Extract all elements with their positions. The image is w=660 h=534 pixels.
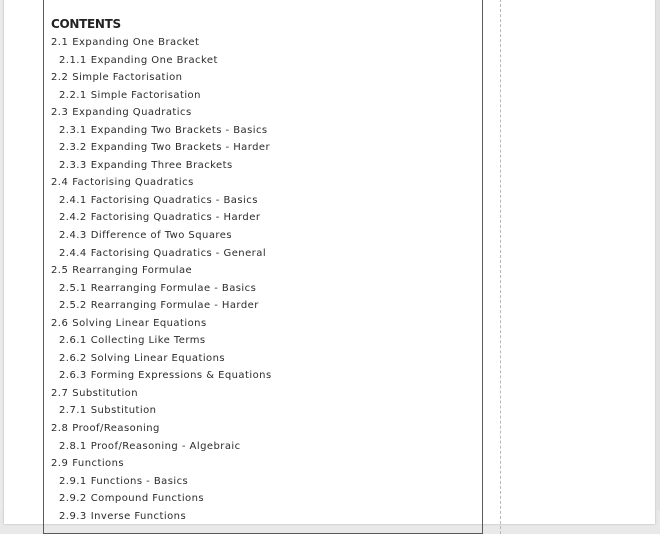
toc-section-link[interactable] [51,315,272,333]
toc-item-number: 2.5.1 [59,282,87,294]
toc-item-number: 2.7 [51,387,69,399]
toc-item-label: Functions - Basics [90,475,189,487]
toc-subsection-link[interactable] [51,139,272,157]
toc-section-link[interactable] [51,385,272,403]
toc-item-number: 2.6 [51,317,69,329]
toc-section-link[interactable] [51,174,272,192]
toc-item-number: 2.3 [51,107,69,119]
toc-item-number: 2.4.3 [59,230,87,242]
toc-subsection-link[interactable] [51,402,272,420]
toc-item-label: Expanding One Bracket [72,37,200,48]
toc-item-number: 2.9 [51,458,69,470]
toc-subsection-link[interactable] [51,490,272,508]
toc-item-number: 2.6.1 [59,335,87,347]
toc-item-number: 2.9.1 [59,475,87,487]
toc-section-link[interactable] [51,420,272,438]
toc-subsection-link[interactable] [51,350,272,368]
toc-item-label: Inverse Functions [90,510,187,522]
toc-subsection-link[interactable] [51,473,272,491]
toc-item-number: 2.4.1 [59,194,87,206]
toc-subsection-link[interactable] [51,209,272,227]
scrollbar[interactable] [656,0,660,510]
toc-item-number: 2.8 [51,423,69,435]
toc-item-number: 2.2.1 [59,89,87,101]
toc-item-label: Rearranging Formulae - Basics [90,282,257,294]
toc-item-number: 2.5 [51,265,69,277]
toc-item-label: Proof/Reasoning - Algebraic [90,440,241,452]
toc-subsection-link[interactable] [51,192,272,210]
toc-item-label: Simple Factorisation [72,72,183,84]
toc-item-number: 2.1.1 [59,54,87,66]
toc-item-label: Expanding Two Brackets - Basics [90,124,268,136]
toc-item-label: Rearranging Formulae - Harder [90,300,259,312]
toc-item-label: Functions [72,458,125,470]
toc-item-number: 2.9.3 [59,510,87,522]
toc-item-label: Compound Functions [90,493,205,505]
toc-subsection-link[interactable] [51,280,272,298]
contents-list [51,34,272,525]
toc-section-link[interactable] [51,262,272,280]
toc-item-number: 2.6.2 [59,352,87,364]
toc-item-label: Expanding Three Brackets [90,159,233,171]
toc-item-label: Expanding One Bracket [90,54,218,66]
toc-item-number: 2.6.3 [59,370,87,382]
toc-item-number: 2.3.2 [59,142,87,154]
toc-item-label: Solving Linear Equations [72,317,207,329]
toc-subsection-link[interactable] [51,367,272,385]
toc-item-number: 2.1 [51,37,69,48]
toc-section-link[interactable] [51,455,272,473]
toc-section-link[interactable] [51,34,272,52]
toc-section-link[interactable] [51,104,272,122]
toc-item-label: Proof/Reasoning [72,423,160,435]
toc-item-label: Rearranging Formulae [72,265,193,277]
toc-subsection-link[interactable] [51,122,272,140]
toc-item-label: Expanding Quadratics [72,107,192,119]
toc-subsection-link[interactable] [51,508,272,526]
toc-item-label: Simple Factorisation [90,89,201,101]
toc-item-label: Factorising Quadratics - Harder [90,212,261,224]
toc-item-number: 2.4.4 [59,247,87,259]
toc-item-label: Difference of Two Squares [90,230,232,242]
toc-item-number: 2.7.1 [59,405,87,417]
toc-item-number: 2.4.2 [59,212,87,224]
toc-subsection-link[interactable] [51,87,272,105]
toc-item-label: Expanding Two Brackets - Harder [90,142,271,154]
toc-item-label: Factorising Quadratics - General [90,247,267,259]
toc-item-label: Solving Linear Equations [90,352,226,364]
toc-subsection-link[interactable] [51,227,272,245]
toc-item-number: 2.2 [51,72,69,84]
toc-item-number: 2.4 [51,177,69,189]
toc-item-label: Substitution [90,405,157,417]
toc-item-number: 2.9.2 [59,493,87,505]
toc-item-label: Substitution [72,387,139,399]
toc-item-number: 2.8.1 [59,440,87,452]
toc-subsection-link[interactable] [51,297,272,315]
toc-item-label: Collecting Like Terms [90,335,206,347]
toc-item-label: Forming Expressions & Equations [90,370,272,382]
toc-item-label: Factorising Quadratics [72,177,194,189]
column-guide [500,0,501,534]
toc-subsection-link[interactable] [51,245,272,263]
toc-section-link[interactable] [51,69,272,87]
toc-subsection-link[interactable] [51,438,272,456]
toc-item-number: 2.3.3 [59,159,87,171]
toc-item-label: Factorising Quadratics - Basics [90,194,258,206]
toc-item-number: 2.5.2 [59,300,87,312]
toc-item-number: 2.3.1 [59,124,87,136]
toc-subsection-link[interactable] [51,52,272,70]
contents-title: CONTENTS [51,17,121,31]
toc-subsection-link[interactable] [51,332,272,350]
toc-subsection-link[interactable] [51,157,272,175]
